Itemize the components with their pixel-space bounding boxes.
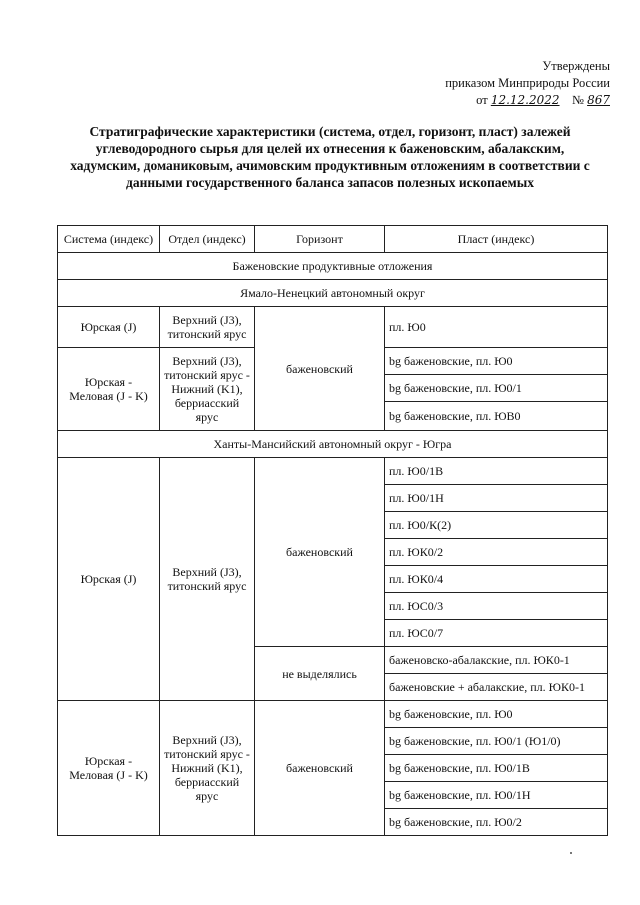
- system-cell: Юрская (J): [58, 458, 160, 701]
- handwritten-date: 12.12.2022: [490, 93, 560, 107]
- horizon-cell: не выделялись: [255, 647, 385, 701]
- department-cell: Верхний (J3), титонский ярус: [160, 307, 255, 348]
- region-khmao: Ханты-Мансийский автономный округ - Югра: [58, 431, 608, 458]
- date-prefix: от: [476, 93, 488, 107]
- layer-cell: пл. ЮС0/3: [385, 593, 608, 620]
- horizon-cell: баженовский: [255, 307, 385, 431]
- layer-cell: bg баженовские, пл. Ю0: [385, 348, 608, 375]
- table-row: [58, 307, 608, 348]
- horizon-cell: баженовский: [255, 701, 385, 836]
- number-prefix: №: [572, 93, 584, 107]
- layer-cell: bg баженовские, пл. Ю0/1В: [385, 755, 608, 782]
- section-main: Баженовские продуктивные отложения: [58, 253, 608, 280]
- document-title: Стратиграфические характеристики (система, отдел, горизонт, пласт) залежей углеводородного сырья для целей их отнесения к баженовским, абалакским, хадумским, доманиковым, ачимовским продуктивным отложениям в соответствии с данными государственного баланса запасов полезных ископаемых: [70, 124, 590, 190]
- system-cell: Юрская - Меловая (J - K): [58, 701, 160, 836]
- layer-cell: пл. Ю0/1Н: [385, 485, 608, 512]
- department-cell: Верхний (J3), титонский ярус - Нижний (K1), берриасский ярус: [160, 701, 255, 836]
- layer-cell: bg баженовские, пл. Ю0/1Н: [385, 782, 608, 809]
- department-cell: Верхний (J3), титонский ярус - Нижний (K1), берриасский ярус: [160, 348, 255, 431]
- header-system: Система (индекс): [58, 226, 160, 253]
- scan-speck: [570, 852, 572, 854]
- handwritten-number: 867: [587, 93, 610, 107]
- approval-block: [420, 58, 610, 109]
- approval-line-3: [420, 92, 610, 109]
- system-cell: Юрская - Меловая (J - K): [58, 348, 160, 431]
- region-row: [58, 431, 608, 458]
- layer-cell: пл. ЮК0/2: [385, 539, 608, 566]
- table-row: [58, 701, 608, 728]
- strata-table: [57, 225, 608, 836]
- layer-cell: пл. ЮК0/4: [385, 566, 608, 593]
- horizon-cell: баженовский: [255, 458, 385, 647]
- approval-line-2: приказом Минприроды России: [445, 76, 610, 90]
- department-cell: Верхний (J3), титонский ярус: [160, 458, 255, 701]
- layer-cell: bg баженовские, пл. Ю0/1 (Ю1/0): [385, 728, 608, 755]
- table-header-row: [58, 226, 608, 253]
- layer-cell: bg баженовские, пл. Ю0: [385, 701, 608, 728]
- system-cell: Юрская (J): [58, 307, 160, 348]
- layer-cell: пл. Ю0: [385, 307, 608, 348]
- region-row: [58, 280, 608, 307]
- section-row: [58, 253, 608, 280]
- layer-cell: пл. ЮС0/7: [385, 620, 608, 647]
- header-layer: Пласт (индекс): [385, 226, 608, 253]
- table-row: [58, 458, 608, 485]
- layer-cell: bg баженовские, пл. Ю0/2: [385, 809, 608, 836]
- header-department: Отдел (индекс): [160, 226, 255, 253]
- header-horizon: Горизонт: [255, 226, 385, 253]
- layer-cell: баженовские + абалакские, пл. ЮК0-1: [385, 674, 608, 701]
- layer-cell: bg баженовские, пл. Ю0/1: [385, 375, 608, 402]
- layer-cell: пл. Ю0/К(2): [385, 512, 608, 539]
- region-yamal: Ямало-Ненецкий автономный округ: [58, 280, 608, 307]
- layer-cell: баженовско-абалакские, пл. ЮК0-1: [385, 647, 608, 674]
- layer-cell: bg баженовские, пл. ЮВ0: [385, 402, 608, 431]
- approval-line-1: Утверждены: [542, 59, 610, 73]
- layer-cell: пл. Ю0/1В: [385, 458, 608, 485]
